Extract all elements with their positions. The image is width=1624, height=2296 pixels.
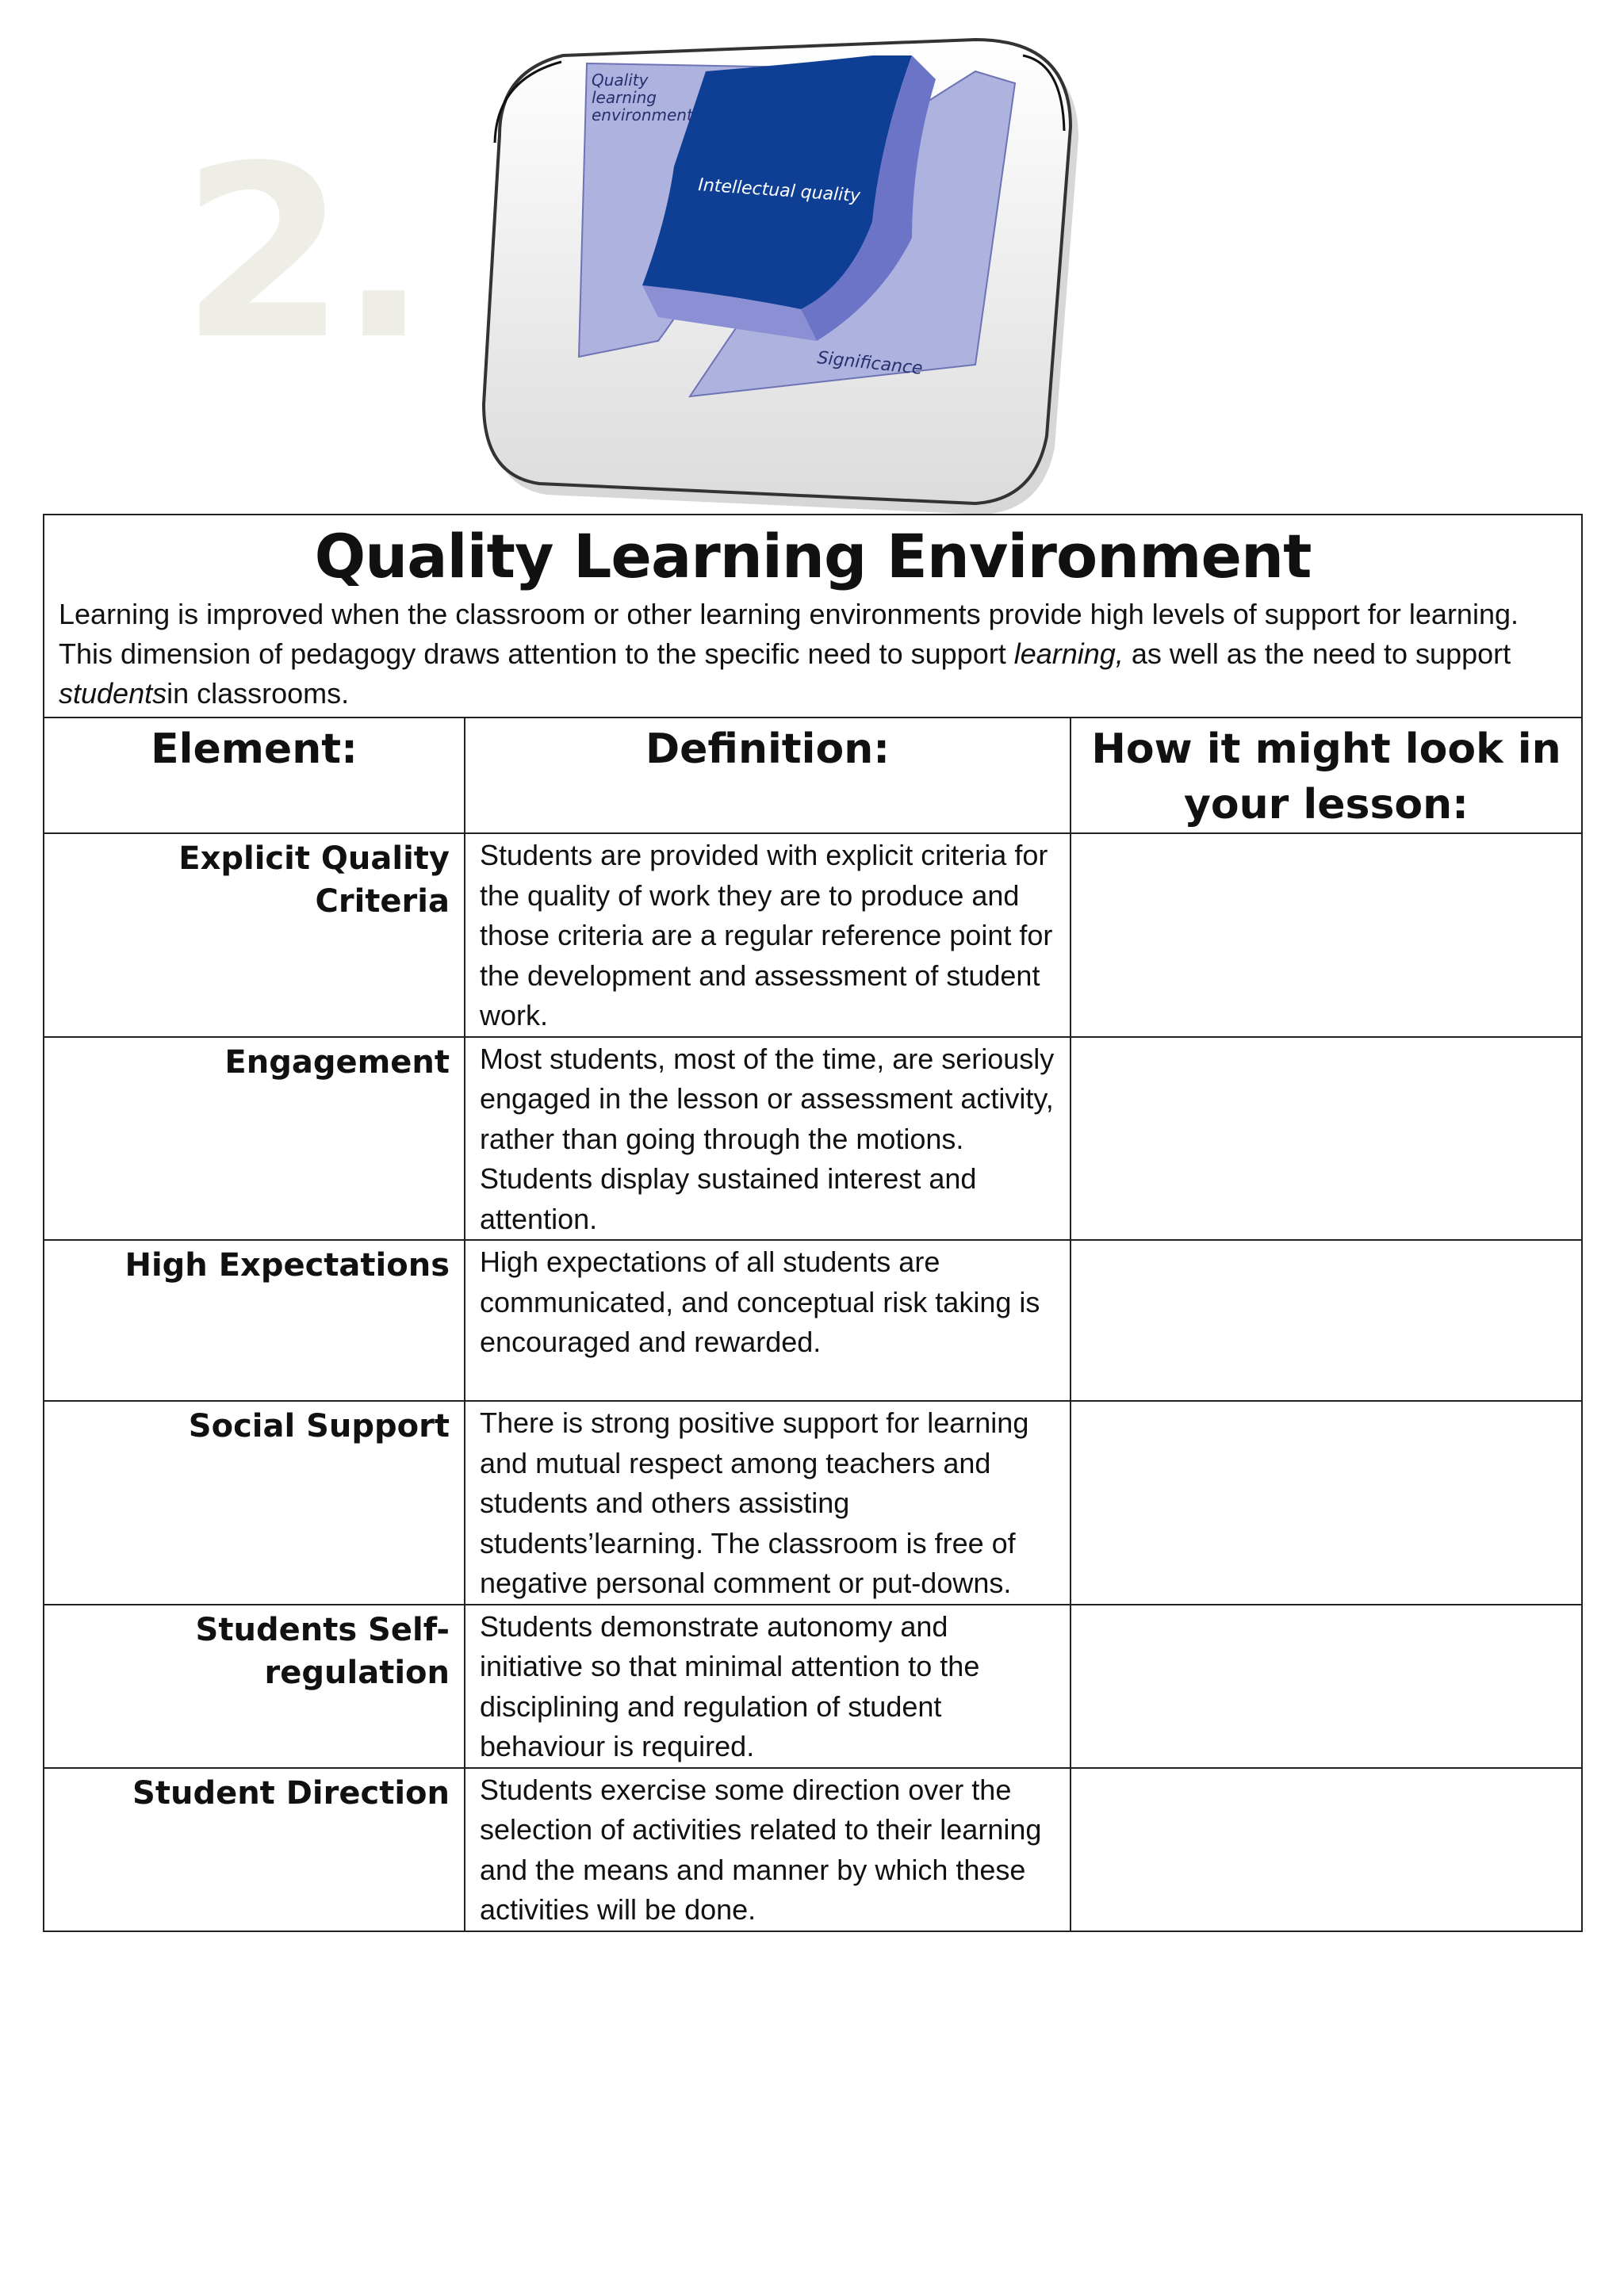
lesson-notes-cell[interactable] bbox=[1071, 1401, 1581, 1605]
element-cell: Students Self-regulation bbox=[44, 1605, 465, 1768]
lesson-notes-cell[interactable] bbox=[1071, 1037, 1581, 1241]
column-header-element: Element: bbox=[44, 718, 465, 833]
page-title: Quality Learning Environment bbox=[314, 521, 1312, 591]
table-row bbox=[44, 1240, 1581, 1401]
table-row bbox=[44, 1037, 1581, 1241]
definition-cell: High expectations of all students are communicated, and conceptual risk taking is encouraged and rewarded. bbox=[465, 1240, 1071, 1401]
pedagogy-table bbox=[43, 514, 1583, 1932]
section-number: 2. bbox=[181, 115, 421, 392]
lesson-notes-cell[interactable] bbox=[1071, 1605, 1581, 1768]
logo-label-learning: learning bbox=[592, 88, 657, 107]
lesson-notes-cell[interactable] bbox=[1071, 833, 1581, 1037]
table-row bbox=[44, 1401, 1581, 1605]
definition-cell: Most students, most of the time, are seriously engaged in the lesson or assessment activity, rather than going through the motions. Students display sustained interest and attention. bbox=[465, 1037, 1071, 1241]
table-row bbox=[44, 1768, 1581, 1931]
intro-text-3: in classrooms. bbox=[167, 677, 350, 710]
column-header-row bbox=[44, 718, 1581, 833]
element-cell: Social Support bbox=[44, 1401, 465, 1605]
elements-grid bbox=[44, 718, 1581, 1931]
logo-label-intellectual-quality: Intellectual quality bbox=[697, 175, 861, 207]
definition-cell: Students are provided with explicit criteria for the quality of work they are to produce and those criteria are a regular reference point for the development and assessment of student work. bbox=[465, 833, 1071, 1037]
table-row bbox=[44, 833, 1581, 1037]
definition-cell: There is strong positive support for learning and mutual respect among teachers and students and others assisting students’learning. The classroom is free of negative personal comment or put-downs. bbox=[465, 1401, 1071, 1605]
lesson-notes-cell[interactable] bbox=[1071, 1240, 1581, 1401]
intro-emphasis-students: students bbox=[59, 677, 167, 710]
element-cell: High Expectations bbox=[44, 1240, 465, 1401]
element-cell: Student Direction bbox=[44, 1768, 465, 1931]
logo-label-quality: Quality bbox=[592, 71, 649, 90]
pedagogy-model-logo bbox=[468, 24, 1094, 515]
lesson-notes-cell[interactable] bbox=[1071, 1768, 1581, 1931]
element-cell: Explicit Quality Criteria bbox=[44, 833, 465, 1037]
intro-text-1: Learning is improved when the classroom or other learning environments provide high levels of support for learning. This dimension of pedagogy draws attention to the specific need to support bbox=[59, 598, 1519, 670]
element-cell: Engagement bbox=[44, 1037, 465, 1241]
intro-text-2: as well as the need to support bbox=[1123, 637, 1511, 670]
intro-paragraph bbox=[59, 595, 1567, 714]
intro-emphasis-learning: learning, bbox=[1013, 637, 1124, 670]
column-header-look: How it might look in your lesson: bbox=[1071, 718, 1581, 833]
table-row bbox=[44, 1605, 1581, 1768]
logo-label-significance: Significance bbox=[816, 348, 924, 379]
definition-cell: Students demonstrate autonomy and initiative so that minimal attention to the disciplining and regulation of student behaviour is required. bbox=[465, 1605, 1071, 1768]
table-header-block bbox=[44, 515, 1581, 718]
column-header-definition: Definition: bbox=[465, 718, 1071, 833]
logo-label-environment: environment bbox=[592, 105, 693, 124]
definition-cell: Students exercise some direction over the selection of activities related to their learning and the means and manner by which these activities will be done. bbox=[465, 1768, 1071, 1931]
